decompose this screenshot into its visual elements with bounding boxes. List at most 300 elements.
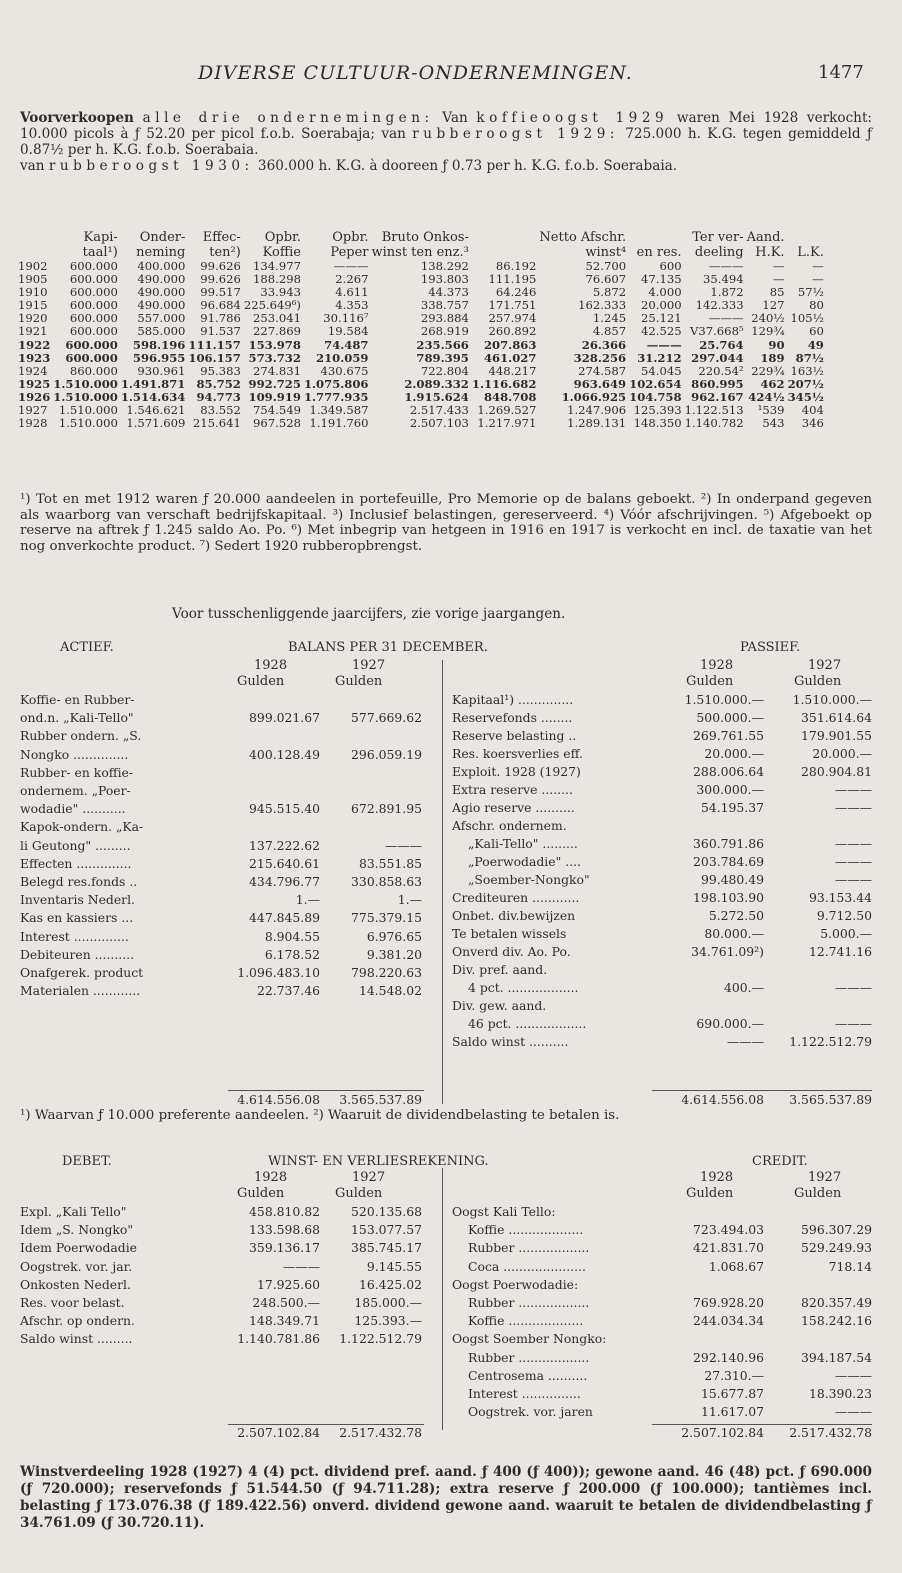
table-cell: 967.528: [253, 416, 301, 431]
table-cell: Opbr.: [332, 230, 369, 245]
table-cell: 600.000: [69, 285, 118, 300]
ledger-item-value: 179.901.55: [801, 728, 872, 743]
ledger-item-value: 17.925.60: [256, 1276, 320, 1292]
ledger-item-value: 18.390.23: [808, 1386, 872, 1401]
table-cell: 1.289.131: [567, 416, 627, 431]
table-cell: 962.167: [691, 389, 744, 404]
ledger-item-label: Belegd res.fonds ..: [20, 874, 138, 889]
table-cell: 162.333: [578, 298, 627, 313]
table-cell: ———: [646, 337, 682, 352]
table-cell: 207½: [787, 376, 824, 391]
table-cell: 274.831: [253, 363, 301, 378]
table-cell: 1926: [18, 389, 51, 404]
table-cell: 91.786: [200, 311, 241, 326]
table-cell: 1.245: [592, 311, 627, 326]
table-row: [18, 325, 827, 338]
table-cell: 1.571.609: [126, 416, 186, 431]
ledger-item-label: Materialen ............: [20, 983, 141, 999]
ledger-item-label: Nongko ..............: [20, 746, 129, 762]
table-cell: 345½: [787, 389, 824, 404]
table-cell: 134.977: [253, 259, 301, 273]
table-row: [18, 417, 827, 430]
table-cell: 235.566: [416, 337, 469, 352]
ledger-item-value: 1.122.512.79: [789, 1034, 872, 1049]
ledger-item-value: ———: [834, 1367, 872, 1383]
table-cell: en res.: [636, 245, 682, 260]
table-cell: 207.863: [483, 337, 537, 352]
table-cell: 346: [801, 416, 824, 431]
ledger-item-value: 421.831.70: [693, 1240, 764, 1256]
ledger-item-value: 394.187.54: [801, 1349, 872, 1365]
table-cell: 860.000: [69, 363, 118, 378]
table-cell: 20.000: [641, 298, 682, 313]
ledger-item-value: 158.242.16: [801, 1313, 872, 1329]
ledger-item-label: Inventaris Nederl.: [20, 892, 136, 908]
table-cell: 462: [760, 376, 785, 391]
table-cell: 189: [760, 350, 785, 365]
table-cell: 596.955: [132, 350, 186, 365]
table-cell: 4.353: [335, 298, 369, 313]
table-cell: 54.045: [641, 363, 682, 378]
intro-text-2: waren Mei 1928 verkocht: 10.000 picols à ƒ 52.20 per picol f.o.b. Soerabaja;: [20, 110, 872, 142]
ledger-item-value: ———: [282, 1258, 320, 1274]
ledger-item-value: 22.737.46: [256, 983, 320, 999]
ledger-item-label: Afschr. op ondern.: [20, 1313, 135, 1329]
ledger-item-value: 6.976.65: [366, 928, 422, 944]
intro-paragraph: [20, 110, 872, 174]
table-cell: 188.298: [253, 272, 301, 287]
table-cell: 163½: [790, 363, 824, 378]
table-cell: 26.366: [581, 337, 627, 352]
table-cell: 4.000: [648, 285, 682, 300]
intro-text-5: van: [20, 158, 45, 174]
ledger-item-label: Koffie- en Rubber-: [20, 692, 135, 707]
table-cell: 1.777.935: [303, 389, 369, 404]
table-cell: Bruto Onkos-: [381, 230, 469, 245]
table-cell: 1.510.000: [53, 389, 118, 404]
table-cell: [629, 230, 684, 245]
table-cell: 35.494: [703, 272, 744, 287]
table-cell: 2.517.433: [409, 403, 469, 418]
ledger-item-label: Oogst Soember Nongko:: [452, 1331, 607, 1347]
table-cell: 148.350: [633, 416, 682, 431]
table-row: [18, 365, 827, 378]
ledger-item-label: Reservefonds ........: [452, 710, 573, 725]
ledger-item-value: 20.000.—: [812, 746, 872, 761]
balance-total-rule-right: [652, 1090, 872, 1091]
footnotes-balance: ¹) Waarvan ƒ 10.000 preferente aandeelen. ²) Waaruit de dividendbelasting te betalen is.: [20, 1108, 620, 1123]
table-cell: 227.869: [253, 324, 301, 339]
ledger-item-value: 1.—: [295, 892, 320, 908]
table-cell: 573.732: [248, 350, 301, 365]
ledger-item-value: 385.745.17: [351, 1240, 422, 1256]
table-cell: 600.000: [69, 324, 118, 339]
table-cell: 963.649: [573, 376, 627, 391]
ledger-item-value: ———: [834, 980, 872, 995]
table-cell: 4.857: [592, 324, 627, 339]
table-cell: 1.140.782: [684, 416, 744, 431]
ledger-item-label: 46 pct. ..................: [468, 1016, 587, 1031]
table-cell: 47.135: [641, 272, 682, 287]
pl-total-1928-left: 2.507.102.84: [237, 1425, 320, 1440]
table-cell: L.K.: [797, 245, 824, 260]
table-cell: 754.549: [253, 403, 301, 418]
ledger-item-label: Div. gew. aand.: [452, 998, 547, 1013]
table-cell: Onder-: [139, 230, 186, 245]
table-cell: 60: [809, 324, 824, 339]
table-cell: 111.157: [188, 337, 241, 352]
table-cell: 1915: [18, 298, 48, 313]
page-header-title: DIVERSE CULTUUR-ONDERNEMINGEN.: [198, 62, 633, 84]
ledger-item-label: Te betalen wissels: [452, 926, 567, 941]
balance-total-1928-right: 4.614.556.08: [681, 1092, 764, 1107]
ledger-item-label: Rubber ondern. „S.: [20, 728, 142, 744]
table-cell: 461.027: [483, 350, 537, 365]
intro-text-6: 360.000 h. K.G. à dooreen ƒ 0.73 per h. K.G. f.o.b. Soerabaia.: [257, 158, 678, 174]
table-cell: 490.000: [137, 298, 186, 313]
ledger-item-value: 248.500.—: [252, 1295, 320, 1310]
ledger-item-label: Kapitaal¹) ..............: [452, 692, 574, 707]
ledger-item-label: Rubber ..................: [468, 1295, 590, 1310]
table-cell: 1.510.000: [58, 416, 118, 431]
table-cell: neming: [136, 245, 186, 260]
ledger-item-label: Koffie ...................: [468, 1222, 584, 1238]
table-cell: Aand.: [746, 230, 785, 245]
ledger-item-label: Onkosten Nederl.: [20, 1276, 131, 1292]
ledger-item-label: Coca .....................: [468, 1258, 586, 1274]
balance-year-1928-right: 1928: [700, 658, 734, 673]
ledger-item-value: 1.—: [397, 892, 422, 908]
table-cell: ———: [333, 259, 369, 273]
statistics-table: [18, 230, 827, 430]
table-cell: 4.611: [335, 285, 369, 300]
table-cell: 106.157: [188, 350, 241, 365]
ledger-item-value: 93.153.44: [808, 890, 872, 905]
table-cell: Ter ver-: [692, 230, 744, 245]
balance-total-1927-left: 3.565.537.89: [339, 1092, 422, 1107]
ledger-item-value: ———: [834, 836, 872, 851]
table-cell: Netto Afschr.: [539, 230, 627, 245]
ledger-item-label: Effecten ..............: [20, 855, 132, 871]
table-cell: winst ten enz.³: [371, 245, 469, 260]
ledger-item-label: Onbet. div.bewijzen: [452, 908, 576, 923]
table-cell: 490.000: [137, 272, 186, 287]
ledger-item-value: 133.598.68: [249, 1222, 320, 1238]
table-cell: 257.974: [488, 311, 537, 326]
table-cell: ¹539: [757, 403, 785, 418]
table-cell: 57½: [797, 285, 824, 300]
table-cell: 74.487: [324, 337, 369, 352]
table-cell: 240½: [751, 311, 785, 326]
ledger-item-label: Saldo winst .........: [20, 1331, 133, 1347]
table-cell: —: [812, 272, 824, 287]
table-cell: [18, 230, 53, 245]
pl-total-1927-right: 2.517.432.78: [789, 1425, 872, 1440]
table-cell: 600: [659, 259, 682, 273]
table-cell: 85.752: [196, 376, 241, 391]
table-cell: ———: [708, 311, 744, 326]
table-cell: ten²): [209, 245, 241, 260]
table-cell: 338.757: [420, 298, 469, 313]
table-cell: Effec-: [202, 230, 241, 245]
table-cell: 111.195: [488, 272, 537, 287]
ledger-item-value: 215.640.61: [249, 855, 320, 871]
intro-spaced-3: rubberoogst 1929:: [412, 126, 619, 142]
table-cell: deeling: [694, 245, 744, 260]
ledger-item-value: 577.669.62: [351, 710, 422, 726]
pl-title: WINST- EN VERLIESREKENING.: [268, 1154, 489, 1169]
table-row: [18, 378, 827, 391]
table-cell: 83.552: [200, 403, 241, 418]
ledger-item-label: Rubber- en koffie-: [20, 764, 134, 780]
table-cell: Peper: [330, 245, 369, 260]
table-cell: Kapi-: [83, 230, 118, 245]
ledger-item-label: Interest ...............: [468, 1386, 581, 1401]
table-cell: 104.758: [629, 389, 682, 404]
ledger-item-value: 6.178.52: [264, 946, 320, 962]
ledger-item-value: 500.000.—: [696, 710, 764, 725]
table-cell: 1910: [18, 285, 48, 300]
ledger-item-label: Oogst Poerwodadie:: [452, 1276, 579, 1292]
ledger-item-value: ———: [834, 872, 872, 887]
table-cell: 789.395: [416, 350, 469, 365]
ledger-item-value: 5.000.—: [820, 926, 872, 941]
table-cell: 1.066.925: [561, 389, 627, 404]
table-cell: 328.256: [573, 350, 627, 365]
table-cell: 1.349.587: [309, 403, 369, 418]
table-cell: 105½: [790, 311, 824, 326]
pl-total-1928-right: 2.507.102.84: [681, 1425, 764, 1440]
ledger-item-value: 34.761.09²): [691, 944, 764, 959]
table-cell: 102.654: [629, 376, 682, 391]
table-cell: 127: [762, 298, 785, 313]
table-cell: [472, 230, 540, 245]
ledger-item-label: Crediteuren ............: [452, 890, 580, 905]
pl-left-title: DEBET.: [62, 1154, 112, 1169]
intro-spaced-2: koffieoogst 1929: [476, 110, 669, 126]
table-cell: 90: [768, 337, 785, 352]
ledger-item-value: 292.140.96: [693, 1349, 764, 1365]
table-cell: 600.000: [69, 259, 118, 273]
ledger-item-value: 330.858.63: [351, 874, 422, 889]
ledger-item-label: Interest ..............: [20, 928, 129, 944]
table-cell: 600.000: [69, 272, 118, 287]
ledger-item-label: li Geutong" .........: [20, 837, 131, 853]
table-cell: 1902: [18, 259, 48, 273]
table-cell: 1924: [18, 363, 48, 378]
ledger-item-value: 288.006.64: [693, 764, 764, 779]
table-cell: 225.649⁶): [243, 298, 301, 313]
ledger-item-value: 203.784.69: [693, 854, 764, 869]
table-cell: 722.804: [420, 363, 469, 378]
table-cell: —: [772, 272, 785, 287]
ledger-item-value: 244.034.34: [693, 1313, 764, 1329]
table-cell: 490.000: [137, 285, 186, 300]
table-cell: 600.000: [69, 311, 118, 326]
table-cell: 557.000: [137, 311, 186, 326]
page-number: 1477: [818, 62, 864, 83]
table-cell: 253.041: [253, 311, 301, 326]
balance-year-1927-left: 1927: [352, 658, 386, 673]
ledger-item-value: 1.510.000.—: [684, 692, 764, 707]
table-cell: 99.626: [200, 259, 241, 273]
table-header-row: [18, 230, 827, 245]
balance-right-title: PASSIEF.: [740, 640, 801, 655]
table-row: [18, 352, 827, 365]
ledger-item-value: ———: [834, 800, 872, 815]
table-cell: [472, 245, 540, 260]
ledger-item-label: „Poerwodadie" ....: [468, 854, 581, 869]
ledger-item-value: 1.096.483.10: [237, 965, 320, 980]
table-cell: 1.075.806: [303, 376, 369, 391]
pl-divider: [442, 1168, 443, 1430]
ledger-item-value: 400.128.49: [249, 746, 320, 762]
ledger-item-value: 1.068.67: [708, 1258, 764, 1274]
ledger-item-label: wodadie" ...........: [20, 801, 126, 817]
ledger-item-value: 80.000.—: [704, 926, 764, 941]
table-cell: 25.121: [641, 311, 682, 326]
ledger-item-label: Rubber ..................: [468, 1240, 590, 1256]
ledger-item-value: 434.796.77: [249, 874, 320, 889]
table-cell: 598.196: [132, 337, 186, 352]
table-cell: 125.393: [633, 403, 682, 418]
pl-total-1927-left: 2.517.432.78: [339, 1425, 422, 1440]
ledger-item-value: 458.810.82: [249, 1204, 320, 1219]
ledger-item-label: Oogstrek. vor. jaren: [468, 1404, 593, 1420]
table-cell: 260.892: [488, 324, 537, 339]
ledger-item-value: 9.145.55: [366, 1258, 422, 1274]
ledger-item-value: 9.712.50: [816, 908, 872, 923]
table-cell: 1.514.634: [120, 389, 186, 404]
table-cell: 229¾: [751, 363, 785, 378]
table-cell: 2.507.103: [409, 416, 469, 431]
pl-unit-right-1: Gulden: [686, 1186, 734, 1201]
table-cell: 1923: [18, 350, 51, 365]
table-cell: Opbr.: [264, 230, 301, 245]
table-cell: 44.373: [428, 285, 469, 300]
table-cell: 96.684: [200, 298, 241, 313]
ledger-item-label: Reserve belasting ..: [452, 728, 577, 743]
ledger-item-value: 723.494.03: [693, 1222, 764, 1238]
table-cell: 424½: [748, 389, 785, 404]
table-cell: 1.510.000: [58, 403, 118, 418]
table-cell: 1.546.621: [126, 403, 186, 418]
pl-year-1927-left: 1927: [352, 1170, 386, 1185]
ledger-item-label: 4 pct. ..................: [468, 980, 579, 995]
intro-text-4: 725.000 h. K.G. tegen gemiddeld ƒ 0.87½ per h. K.G. f.o.b. Soerabaia.: [20, 126, 872, 158]
table-cell: 2.089.332: [404, 376, 469, 391]
ledger-item-value: 899.021.67: [249, 710, 320, 726]
table-cell: 52.700: [585, 259, 627, 273]
table-cell: 19.584: [327, 324, 369, 339]
ledger-item-value: ———: [834, 1016, 872, 1031]
ledger-item-value: ———: [384, 837, 422, 853]
ledger-item-value: ———: [834, 854, 872, 869]
table-cell: 49: [807, 337, 824, 352]
ledger-item-value: 5.272.50: [708, 908, 764, 923]
table-cell: —: [772, 259, 785, 273]
table-cell: 193.803: [420, 272, 469, 287]
ledger-item-label: „Soember-Nongko": [468, 872, 590, 887]
table-cell: V37.668⁵: [690, 324, 744, 339]
balance-unit-left-2: Gulden: [335, 674, 383, 689]
table-cell: 1927: [18, 403, 48, 418]
ledger-item-value: 15.677.87: [700, 1386, 764, 1401]
table-cell: 91.537: [200, 324, 241, 339]
footnotes-statistics: ¹) Tot en met 1912 waren ƒ 20.000 aandeelen in portefeuille, Pro Memorie op de balans geboekt. ²) In onderpand gegeven als waarborg van verschaft bedrijfskapitaal. ³) Inclusief belastingen, gereserveerd. ⁴) Vóór afschrijvingen. ⁵) Afgeboekt op reserve na aftrek ƒ 1.245 saldo Ao. Po. ⁶) Met inbegrip van hetgeen in 1916 en 1917 is verkocht en incl. de taxatie van het nog onverkochte product. ⁷) Sedert 1920 rubberopbrengst.: [20, 492, 872, 554]
table-cell: 86.192: [495, 259, 537, 273]
table-cell: 430.675: [320, 363, 369, 378]
ledger-item-value: 820.357.49: [801, 1295, 872, 1310]
ledger-item-label: Rubber ..................: [468, 1349, 590, 1365]
ledger-item-value: ———: [726, 1034, 764, 1049]
balance-title: BALANS PER 31 DECEMBER.: [288, 640, 488, 655]
ledger-item-value: 1.122.512.79: [339, 1331, 422, 1347]
table-cell: 31.212: [637, 350, 682, 365]
ledger-item-value: 447.845.89: [249, 910, 320, 926]
table-cell: 171.751: [488, 298, 537, 313]
pl-year-1928-right: 1928: [700, 1170, 734, 1185]
balance-divider: [442, 660, 443, 1104]
ledger-item-value: 269.761.55: [693, 728, 764, 743]
table-cell: 1925: [18, 376, 51, 391]
intro-text-3: van: [381, 126, 406, 142]
ledger-item-value: 945.515.40: [249, 801, 320, 817]
table-cell: 600.000: [69, 298, 118, 313]
table-cell: 268.919: [420, 324, 469, 339]
intro-lead: Voorverkoopen: [20, 110, 134, 126]
ledger-item-value: 300.000.—: [696, 782, 764, 797]
table-cell: 1.510.000: [53, 376, 118, 391]
table-cell: 1.217.971: [477, 416, 537, 431]
pl-unit-right-2: Gulden: [794, 1186, 842, 1201]
table-cell: 87½: [795, 350, 824, 365]
table-cell: 25.764: [699, 337, 744, 352]
ledger-item-value: 296.059.19: [351, 746, 422, 762]
ledger-item-label: ond.n. „Kali-Tello": [20, 710, 134, 726]
ledger-item-label: Expl. „Kali Tello": [20, 1204, 127, 1219]
intro-spaced-1: alle drie ondernemingen:: [142, 110, 434, 126]
intro-spaced-4: rubberoogst 1930:: [48, 158, 254, 174]
table-cell: 99.517: [200, 285, 241, 300]
balance-unit-right-1: Gulden: [686, 674, 734, 689]
table-cell: 274.587: [578, 363, 627, 378]
table-cell: 600.000: [65, 337, 118, 352]
balance-total-rule-left: [228, 1090, 424, 1091]
balance-total-1927-right: 3.565.537.89: [789, 1092, 872, 1107]
ledger-item-label: „Kali-Tello" .........: [468, 836, 578, 851]
balance-year-1927-right: 1927: [808, 658, 842, 673]
table-cell: 85: [769, 285, 785, 300]
ledger-item-value: 775.379.15: [351, 910, 422, 926]
table-cell: 1.116.682: [471, 376, 537, 391]
ledger-item-value: 769.928.20: [693, 1295, 764, 1310]
ledger-item-value: 185.000.—: [354, 1295, 422, 1310]
ledger-item-label: Kapok-ondern. „Ka-: [20, 819, 144, 835]
ledger-item-label: Res. koersverlies eff.: [452, 746, 583, 761]
table-cell: 153.978: [248, 337, 301, 352]
balance-unit-right-2: Gulden: [794, 674, 842, 689]
table-cell: 293.884: [420, 311, 469, 326]
table-cell: 1928: [18, 416, 48, 431]
ledger-item-label: Res. voor belast.: [20, 1295, 125, 1310]
table-cell: 1.269.527: [477, 403, 537, 418]
ledger-item-value: 153.077.57: [351, 1222, 422, 1238]
table-cell: 1.491.871: [120, 376, 186, 391]
table-cell: 1.247.906: [567, 403, 627, 418]
ledger-item-value: 83.551.85: [358, 855, 422, 871]
ledger-item-label: Extra reserve ........: [452, 782, 573, 797]
